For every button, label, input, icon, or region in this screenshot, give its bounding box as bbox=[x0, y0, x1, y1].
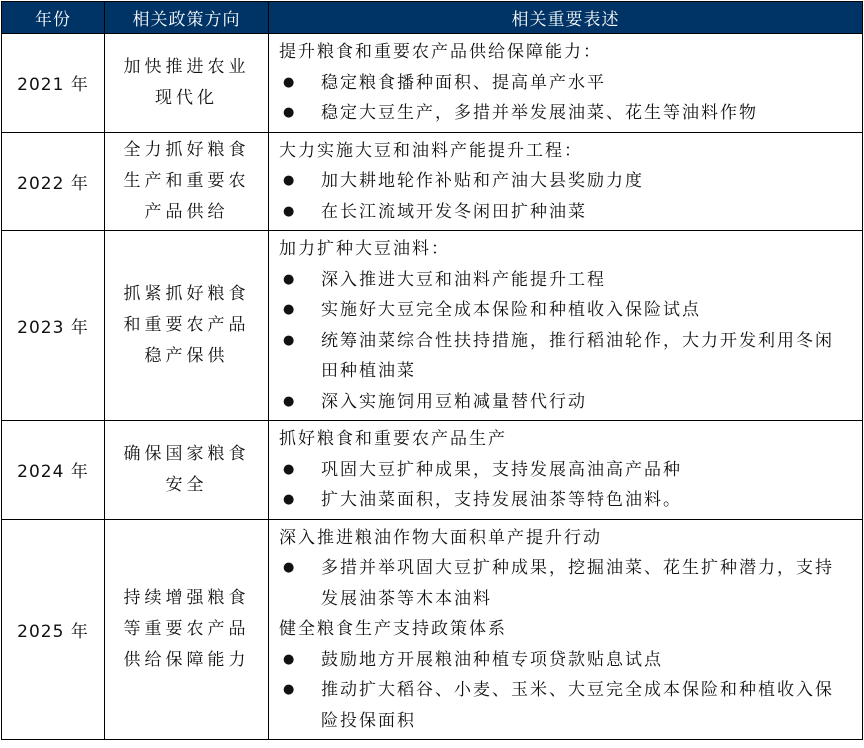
bullet-icon: ● bbox=[283, 393, 297, 409]
bullet-text: 多措并举巩固大豆扩种成果，挖掘油菜、花生扩种潜力，支持发展油茶等木本油料 bbox=[321, 558, 834, 609]
bullet-icon: ● bbox=[283, 461, 297, 477]
statements-cell bbox=[269, 231, 863, 421]
policy-direction-cell: 加快推进农业现代化 bbox=[105, 34, 269, 133]
bullet-icon: ● bbox=[283, 492, 297, 507]
list-item bbox=[279, 485, 852, 516]
list-item bbox=[279, 295, 852, 326]
list-item bbox=[279, 455, 852, 486]
bullet-icon: ● bbox=[283, 332, 297, 348]
bullet-text: 加大耕地轮作补贴和产油大县奖励力度 bbox=[321, 171, 644, 191]
list-item bbox=[279, 265, 852, 296]
bullet-icon: ● bbox=[283, 105, 297, 120]
bullet-text: 推动扩大稻谷、小麦、玉米、大豆完全成本保险和种植收入保险投保面积 bbox=[321, 680, 834, 731]
list-item bbox=[279, 68, 852, 99]
list-item bbox=[279, 553, 852, 614]
bullet-icon: ● bbox=[283, 302, 297, 317]
statement-heading: 大力实施大豆和油料产能提升工程： bbox=[279, 140, 583, 161]
statement-heading: 深入推进粮油作物大面积单产提升行动 bbox=[279, 527, 602, 548]
list-item bbox=[279, 645, 852, 676]
table-row bbox=[2, 421, 863, 520]
policy-direction-cell: 全力抓好粮食生产和重要农产品供给 bbox=[105, 132, 269, 231]
bullet-icon: ● bbox=[283, 203, 297, 219]
statement-heading: 提升粮食和重要农产品供给保障能力： bbox=[279, 42, 602, 62]
header-row bbox=[2, 2, 863, 34]
policy-direction-cell: 确保国家粮食安全 bbox=[105, 421, 269, 520]
bullet-text: 在长江流域开发冬闲田扩种油菜 bbox=[321, 201, 587, 222]
bullet-text: 巩固大豆扩种成果，支持发展高油高产品种 bbox=[321, 459, 682, 480]
bullet-text: 扩大油菜面积，支持发展油茶等特色油料。 bbox=[321, 490, 682, 510]
bullet-text: 深入推进大豆和油料产能提升工程 bbox=[321, 269, 606, 290]
statements-cell bbox=[269, 132, 863, 231]
policy-direction-cell: 抓紧抓好粮食和重要农产品稳产保供 bbox=[105, 231, 269, 421]
bullet-icon: ● bbox=[283, 560, 297, 575]
policy-table bbox=[1, 1, 863, 740]
year-cell: 2025 年 bbox=[2, 519, 105, 740]
list-item bbox=[279, 98, 852, 129]
policy-direction-cell: 持续增强粮食等重要农产品供给保障能力 bbox=[105, 519, 269, 740]
year-cell: 2024 年 bbox=[2, 421, 105, 520]
statement-heading: 抓好粮食和重要农产品生产 bbox=[279, 429, 507, 449]
table-row bbox=[2, 519, 863, 740]
statement-heading: 加力扩种大豆油料： bbox=[279, 239, 450, 259]
statements-cell bbox=[269, 34, 863, 133]
list-item bbox=[279, 675, 852, 736]
header-year: 年份 bbox=[2, 2, 105, 34]
list-item bbox=[279, 197, 852, 228]
bullet-icon: ● bbox=[283, 651, 297, 667]
bullet-text: 稳定大豆生产，多措并举发展油菜、花生等油料作物 bbox=[321, 103, 758, 123]
bullet-icon: ● bbox=[283, 74, 297, 90]
statement-heading: 健全粮食生产支持政策体系 bbox=[279, 619, 507, 639]
header-direction: 相关政策方向 bbox=[105, 2, 269, 34]
year-cell: 2021 年 bbox=[2, 34, 105, 133]
list-item bbox=[279, 387, 852, 418]
bullet-text: 稳定粮食播种面积、提高单产水平 bbox=[321, 72, 606, 93]
list-item bbox=[279, 326, 852, 387]
table-row bbox=[2, 34, 863, 133]
statements-cell bbox=[269, 421, 863, 520]
bullet-icon: ● bbox=[283, 271, 297, 287]
year-cell: 2022 年 bbox=[2, 132, 105, 231]
bullet-text: 鼓励地方开展粮油种植专项贷款贴息试点 bbox=[321, 649, 663, 670]
bullet-text: 深入实施饲用豆粕减量替代行动 bbox=[321, 391, 587, 412]
bullet-icon: ● bbox=[283, 173, 297, 188]
bullet-text: 实施好大豆完全成本保险和种植收入保险试点 bbox=[321, 300, 701, 320]
table-body bbox=[2, 34, 863, 740]
header-statements: 相关重要表述 bbox=[269, 2, 863, 34]
bullet-icon: ● bbox=[283, 682, 297, 697]
table-row bbox=[2, 132, 863, 231]
year-cell: 2023 年 bbox=[2, 231, 105, 421]
list-item bbox=[279, 166, 852, 197]
table-row bbox=[2, 231, 863, 421]
statements-cell bbox=[269, 519, 863, 740]
bullet-text: 统筹油菜综合性扶持措施，推行稻油轮作，大力开发利用冬闲田种植油菜 bbox=[321, 330, 834, 381]
